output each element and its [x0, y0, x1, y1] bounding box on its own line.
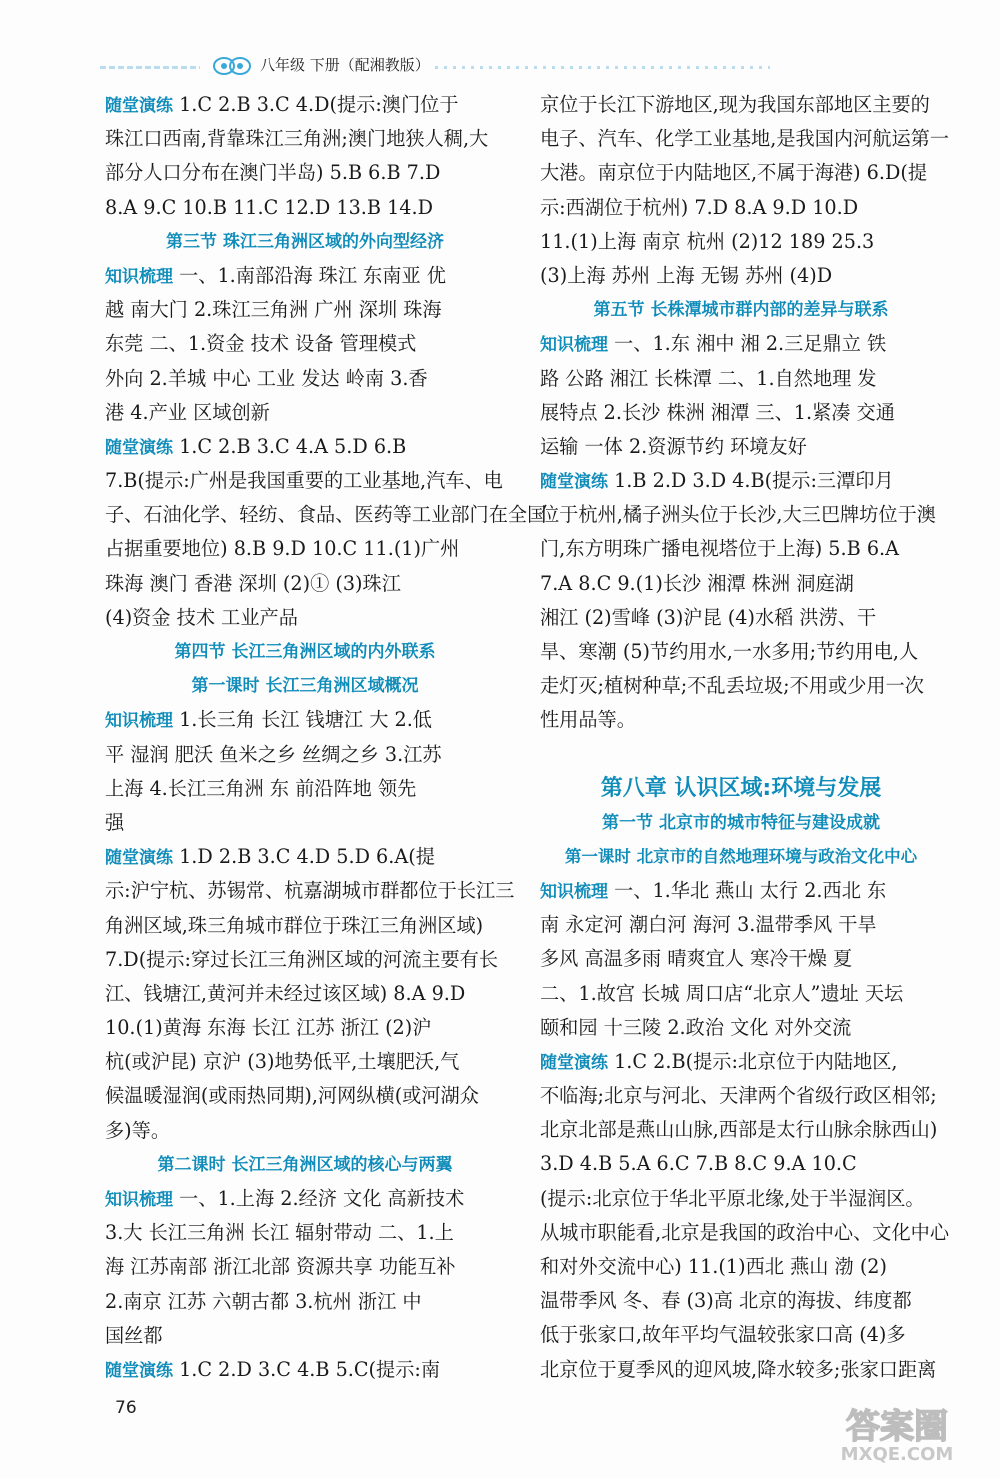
section-heading: [540, 840, 942, 874]
line-text: 第三节 珠江三角洲区域的外向型经济: [166, 231, 444, 252]
text-line: [105, 772, 505, 806]
line-text: 11.(1)上海 南京 杭州 (2)12 189 25.3: [540, 229, 875, 253]
text-line: [105, 909, 505, 943]
text-line: [540, 122, 950, 156]
header-title: 八年级 下册（配湘教版）: [260, 56, 430, 74]
text-line: [105, 327, 505, 361]
line-text: 第一课时 北京市的自然地理环境与政治文化中心: [564, 846, 918, 866]
line-text: 颐和园 十三陵 2.政治 文化 对外交流: [540, 1015, 852, 1039]
line-text: 京位于长江下游地区,现为我国东部地区主要的: [540, 93, 930, 116]
text-line: [540, 1011, 942, 1045]
answer-label: 随堂演练: [540, 472, 608, 493]
text-line: [105, 430, 505, 464]
text-line: [540, 259, 942, 293]
line-text: 杭(或沪昆) 京沪 (3)地势低平,土壤肥沃,气: [105, 1050, 460, 1074]
line-text: 多)等。: [105, 1118, 171, 1142]
line-text: 海 江苏南部 浙江北部 资源共享 功能互补: [105, 1255, 456, 1279]
text-line: [540, 703, 942, 737]
line-text: 3.大 长江三角洲 长江 辐射带动 二、1.上: [105, 1221, 454, 1245]
text-line: [105, 293, 505, 327]
page-header: [100, 52, 920, 82]
line-text: 第四节 长江三角洲区域的内外联系: [174, 642, 436, 662]
text-line: [540, 464, 942, 498]
line-text: 7.A 8.C 9.(1)长沙 湘潭 株洲 洞庭湖: [540, 571, 854, 595]
text-line: [105, 498, 547, 532]
text-line: [105, 259, 505, 293]
line-text: 示:沪宁杭、苏锡常、杭嘉湖城市群都位于长江三: [105, 879, 515, 903]
line-text: 10.(1)黄海 东海 长江 江苏 浙江 (2)沪: [105, 1016, 432, 1040]
line-text: 1.D 2.B 3.C 4.D 5.D 6.A(提: [173, 845, 435, 869]
section-heading: [540, 806, 942, 840]
text-line: [540, 396, 942, 430]
section-heading: [105, 669, 505, 703]
text-line: [540, 738, 942, 766]
line-text: 二、1.故宫 长城 周口店“北京人”遗址 天坛: [540, 981, 904, 1005]
line-text: 7.B(提示:广州是我国重要的工业基地,汽车、电: [105, 469, 503, 493]
text-line: [105, 88, 505, 122]
text-line: [540, 532, 942, 566]
text-line: [540, 874, 942, 908]
text-line: [540, 1284, 942, 1318]
text-line: [540, 977, 942, 1011]
line-text: 占据重要地位) 8.B 9.D 10.C 11.(1)广州: [105, 537, 460, 561]
text-line: [540, 362, 942, 396]
line-text: 东莞 二、1.资金 技术 设备 管理模式: [105, 332, 417, 356]
watermark-text: 答案圈: [846, 1407, 948, 1447]
line-text: 7.D(提示:穿过长江三角洲区域的河流主要有长: [105, 947, 499, 971]
text-line: [540, 1079, 942, 1113]
text-line: [540, 1353, 942, 1387]
text-line: [105, 738, 505, 772]
answer-label: 随堂演练: [105, 96, 173, 116]
line-text: 电子、汽车、化学工业基地,是我国内河航运第一: [540, 127, 950, 151]
answer-label: 随堂演练: [105, 1360, 173, 1381]
line-text: 平 湿润 肥沃 鱼米之乡 丝绸之乡 3.江苏: [105, 742, 442, 766]
text-line: [540, 1147, 942, 1181]
line-text: 上海 4.长江三角洲 东 前沿阵地 领先: [105, 776, 417, 800]
line-text: 不临海;北京与河北、天津两个省级行政区相邻;: [540, 1084, 937, 1108]
text-line: [540, 498, 942, 532]
text-line: [105, 396, 505, 430]
text-line: [105, 601, 505, 635]
answer-label: 随堂演练: [540, 1052, 608, 1073]
answer-label: 随堂演练: [105, 848, 173, 869]
section-heading: [105, 1148, 505, 1182]
text-line: [105, 567, 505, 601]
text-line: [540, 225, 942, 259]
text-line: [540, 156, 942, 190]
text-line: [105, 1045, 505, 1079]
answer-label: 随堂演练: [105, 437, 173, 458]
text-line: [540, 1113, 942, 1147]
text-line: [105, 532, 505, 566]
text-line: [105, 1285, 505, 1319]
answer-label: 知识梳理: [105, 1190, 173, 1210]
header-decoration-right: [435, 66, 770, 69]
line-text: 角洲区域,珠三角城市群位于珠江三角洲区域): [105, 913, 484, 937]
line-text: 一、1.东 湘中 湘 2.三足鼎立 铁: [608, 332, 887, 356]
text-line: [540, 942, 942, 976]
text-line: [540, 1250, 942, 1284]
text-line: [105, 703, 505, 737]
text-line: [540, 601, 942, 635]
text-line: [540, 635, 942, 669]
text-line: [105, 1011, 505, 1045]
line-text: 性用品等。: [540, 708, 636, 732]
line-text: 一、1.南部沿海 珠江 东南亚 优: [173, 263, 446, 287]
text-line: [540, 430, 942, 464]
line-text: 南 永定河 潮白河 海河 3.温带季风 干旱: [540, 913, 877, 937]
line-text: 1.C 2.B 3.C 4.D(提示:澳门位于: [173, 93, 459, 116]
watermark-url: MXQE.COM: [840, 1444, 954, 1465]
line-text: 子、石油化学、轻纺、食品、医药等工业部门在全国: [105, 503, 547, 527]
section-heading: [540, 293, 942, 327]
line-text: 3.D 4.B 5.A 6.C 7.B 8.C 9.A 10.C: [540, 1152, 857, 1176]
line-text: 和对外交流中心) 11.(1)西北 燕山 渤 (2): [540, 1255, 888, 1278]
text-line: [105, 874, 515, 908]
text-line: [540, 1045, 942, 1079]
line-text: 运输 一体 2.资源节约 环境友好: [540, 434, 807, 458]
line-text: 一、1.上海 2.经济 文化 高新技术: [173, 1187, 465, 1210]
line-text: 北京位于夏季风的迎风坡,降水较多;张家口距离: [540, 1357, 937, 1381]
line-text: 一、1.华北 燕山 太行 2.西北 东: [608, 878, 887, 902]
line-text: 展特点 2.长沙 株洲 湘潭 三、1.紧凑 交通: [540, 400, 895, 424]
text-line: [540, 327, 942, 361]
line-text: 江、钱塘江,黄河并未经过该区域) 8.A 9.D: [105, 981, 466, 1005]
line-text: 1.C 2.B 3.C 4.A 5.D 6.B: [173, 434, 407, 458]
text-line: [105, 191, 505, 225]
text-line: [540, 567, 942, 601]
text-line: [105, 1114, 505, 1148]
chapter-heading: [540, 766, 942, 806]
header-decoration-left: [100, 66, 200, 69]
text-line: [105, 840, 505, 874]
page-number: 76: [115, 1398, 137, 1418]
text-line: [540, 1182, 942, 1216]
line-text: 越 南大门 2.珠江三角洲 广州 深圳 珠海: [105, 298, 442, 322]
text-line: [540, 669, 942, 703]
answer-label: 知识梳理: [540, 881, 608, 902]
line-text: 国丝都: [105, 1323, 163, 1347]
text-line: [540, 191, 942, 225]
line-text: 2.南京 江苏 六朝古都 3.杭州 浙江 中: [105, 1289, 422, 1313]
line-text: 多风 高温多雨 晴爽宜人 寒冷干燥 夏: [540, 947, 853, 971]
line-text: (提示:北京位于华北平原北缘,处于半湿润区。: [540, 1186, 925, 1210]
text-line: [105, 943, 505, 977]
answer-label: 知识梳理: [105, 266, 173, 287]
line-text: 北京北部是燕山山脉,西部是太行山脉余脉西山): [540, 1118, 938, 1142]
line-text: 第八章 认识区域:环境与发展: [600, 775, 882, 801]
line-text: (4)资金 技术 工业产品: [105, 605, 298, 629]
line-text: 走灯灭;植树种草;不乱丢垃圾;不用或少用一次: [540, 674, 924, 698]
text-line: [105, 1182, 505, 1216]
text-line: [105, 1250, 505, 1284]
line-text: 温带季风 冬、春 (3)高 北京的海拔、纬度都: [540, 1289, 912, 1313]
line-text: 第二课时 长江三角洲区域的核心与两翼: [157, 1154, 453, 1175]
line-text: 珠江口西南,背靠珠江三角洲;澳门地狭人稠,大: [105, 127, 489, 151]
line-text: 强: [105, 810, 125, 834]
text-line: [540, 88, 942, 122]
line-text: 第五节 长株潭城市群内部的差异与联系: [593, 300, 889, 321]
text-line: [540, 1318, 942, 1352]
line-text: 第一课时 长江三角洲区域概况: [191, 676, 419, 697]
text-line: [105, 464, 505, 498]
text-line: [105, 156, 505, 190]
section-heading: [105, 225, 505, 259]
line-text: 外向 2.羊城 中心 工业 发达 岭南 3.香: [105, 366, 428, 390]
line-text: 湘江 (2)雪峰 (3)沪昆 (4)水稻 洪涝、干: [540, 605, 877, 629]
line-text: 珠海 澳门 香港 深圳 (2)① (3)珠江: [105, 571, 401, 595]
line-text: 1.长三角 长江 钱塘江 大 2.低: [173, 708, 432, 732]
text-line: [105, 806, 505, 840]
text-line: [105, 122, 505, 156]
text-line: [105, 1353, 505, 1387]
section-heading: [105, 635, 505, 669]
line-text: (3)上海 苏州 上海 无锡 苏州 (4)D: [540, 263, 833, 287]
line-text: 从城市职能看,北京是我国的政治中心、文化中心: [540, 1220, 950, 1244]
right-column: [540, 88, 950, 1387]
line-text: 1.C 2.D 3.C 4.B 5.C(提示:南: [173, 1357, 441, 1381]
text-line: [540, 908, 942, 942]
text-line: [105, 977, 505, 1011]
text-line: [105, 1319, 505, 1353]
left-column: [105, 88, 547, 1387]
line-text: 1.C 2.B(提示:北京位于内陆地区,: [608, 1049, 898, 1073]
line-text: 低于张家口,故年平均气温较张家口高 (4)多: [540, 1323, 906, 1347]
line-text: 位于杭州,橘子洲头位于长沙,大三巴牌坊位于澳: [540, 503, 936, 527]
line-text: 部分人口分布在澳门半岛) 5.B 6.B 7.D: [105, 161, 441, 185]
text-line: [540, 1216, 950, 1250]
line-text: 第一节 北京市的城市特征与建设成就: [602, 812, 880, 833]
text-line: [105, 1079, 505, 1113]
line-text: 候温暖湿润(或雨热同期),河网纵横(或河湖众: [105, 1084, 479, 1108]
book-logo-icon: [212, 55, 252, 77]
text-line: [105, 362, 505, 396]
answer-label: 知识梳理: [540, 335, 608, 356]
text-line: [105, 1216, 505, 1250]
watermark-logo: [822, 1400, 972, 1466]
line-text: 示:西湖位于杭州) 7.D 8.A 9.D 10.D: [540, 195, 859, 219]
line-text: 路 公路 湘江 长株潭 二、1.自然地理 发: [540, 366, 877, 390]
line-text: 旱、寒潮 (5)节约用水,一水多用;节约用电,人: [540, 640, 919, 663]
line-text: 大港。南京位于内陆地区,不属于海港) 6.D(提: [540, 161, 928, 185]
answer-label: 知识梳理: [105, 711, 173, 732]
line-text: 1.B 2.D 3.D 4.B(提示:三潭印月: [608, 469, 894, 493]
line-text: 门,东方明珠广播电视塔位于上海) 5.B 6.A: [540, 537, 899, 561]
line-text: 8.A 9.C 10.B 11.C 12.D 13.B 14.D: [105, 195, 433, 219]
line-text: 港 4.产业 区域创新: [105, 400, 270, 424]
